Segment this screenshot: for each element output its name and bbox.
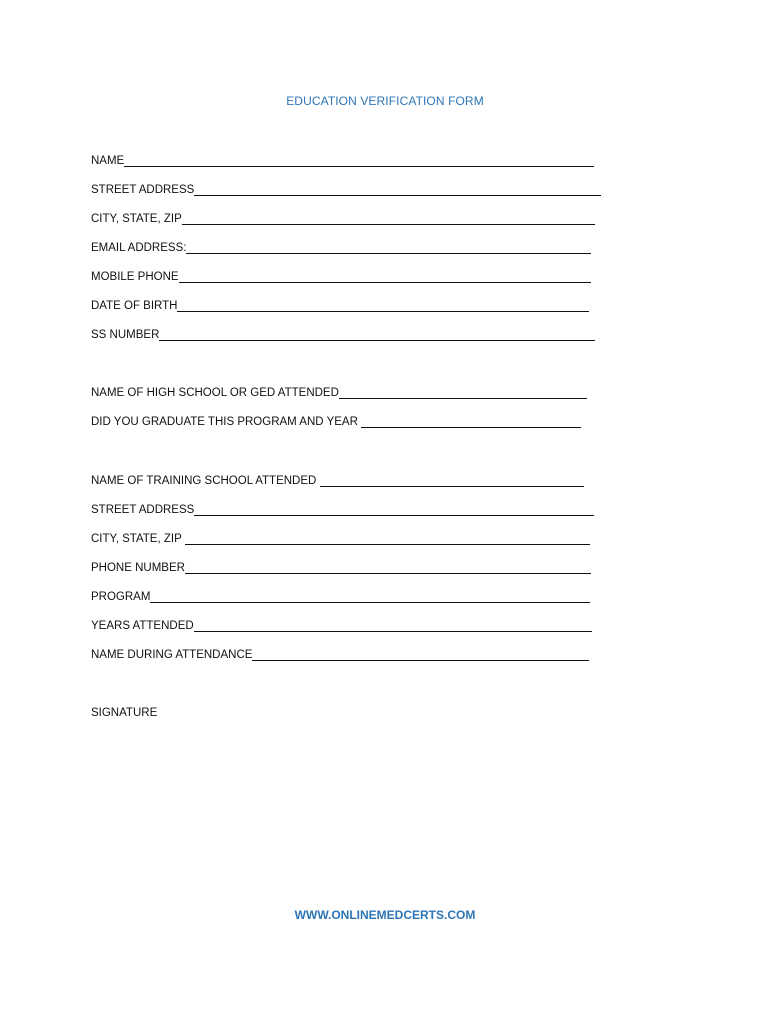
name-field-label: NAME [91,155,125,167]
training-school-field-line[interactable] [320,474,584,487]
phone-number-field-label: PHONE NUMBER [91,562,185,574]
ss-number-field-label: SS NUMBER [91,329,160,341]
ss-number-field-line[interactable] [159,328,595,341]
program-field-line[interactable] [150,590,590,603]
name-during-attendance-field-label: NAME DURING ATTENDANCE [91,649,253,661]
high-school-field[interactable] [91,385,587,401]
training-city-state-zip-field-line[interactable] [185,532,590,545]
city-state-zip-field-line[interactable] [182,212,595,225]
street-address-field-label: STREET ADDRESS [91,184,195,196]
training-school-field[interactable] [91,473,584,489]
graduation-field[interactable] [91,414,581,430]
years-attended-field-label: YEARS ATTENDED [91,620,194,632]
years-attended-field-line[interactable] [194,619,592,632]
name-field-line[interactable] [124,154,594,167]
city-state-zip-field[interactable] [91,211,595,227]
program-field[interactable] [91,589,590,605]
date-of-birth-field-line[interactable] [177,299,589,312]
phone-number-field-line[interactable] [185,561,591,574]
program-field-label: PROGRAM [91,591,151,603]
date-of-birth-field-label: DATE OF BIRTH [91,300,178,312]
training-school-field-label: NAME OF TRAINING SCHOOL ATTENDED [91,475,320,487]
mobile-phone-field-label: MOBILE PHONE [91,271,179,283]
footer-website-link[interactable]: WWW.ONLINEMEDCERTS.COM [294,908,476,922]
ss-number-field[interactable] [91,327,595,343]
high-school-field-label: NAME OF HIGH SCHOOL OR GED ATTENDED [91,387,339,399]
training-street-address-field-label: STREET ADDRESS [91,504,195,516]
form-title: EDUCATION VERIFICATION FORM [286,94,484,108]
training-city-state-zip-field-label: CITY, STATE, ZIP [91,533,185,545]
training-street-address-field-line[interactable] [194,503,594,516]
street-address-field-line[interactable] [194,183,601,196]
name-during-attendance-field[interactable] [91,647,589,663]
name-field[interactable] [91,153,594,169]
graduation-field-label: DID YOU GRADUATE THIS PROGRAM AND YEAR [91,416,362,428]
mobile-phone-field[interactable] [91,269,591,285]
date-of-birth-field[interactable] [91,298,589,314]
street-address-field[interactable] [91,182,601,198]
graduation-field-line[interactable] [361,415,581,428]
phone-number-field[interactable] [91,560,591,576]
email-address-field-label: EMAIL ADDRESS: [91,242,187,254]
high-school-field-line[interactable] [339,386,587,399]
signature-field[interactable] [91,705,157,721]
email-address-field[interactable] [91,240,591,256]
training-city-state-zip-field[interactable] [91,531,590,547]
mobile-phone-field-line[interactable] [179,270,591,283]
email-address-field-line[interactable] [186,241,591,254]
city-state-zip-field-label: CITY, STATE, ZIP [91,213,182,225]
signature-label: SIGNATURE [91,707,158,719]
years-attended-field[interactable] [91,618,592,634]
name-during-attendance-field-line[interactable] [252,648,589,661]
training-street-address-field[interactable] [91,502,594,518]
